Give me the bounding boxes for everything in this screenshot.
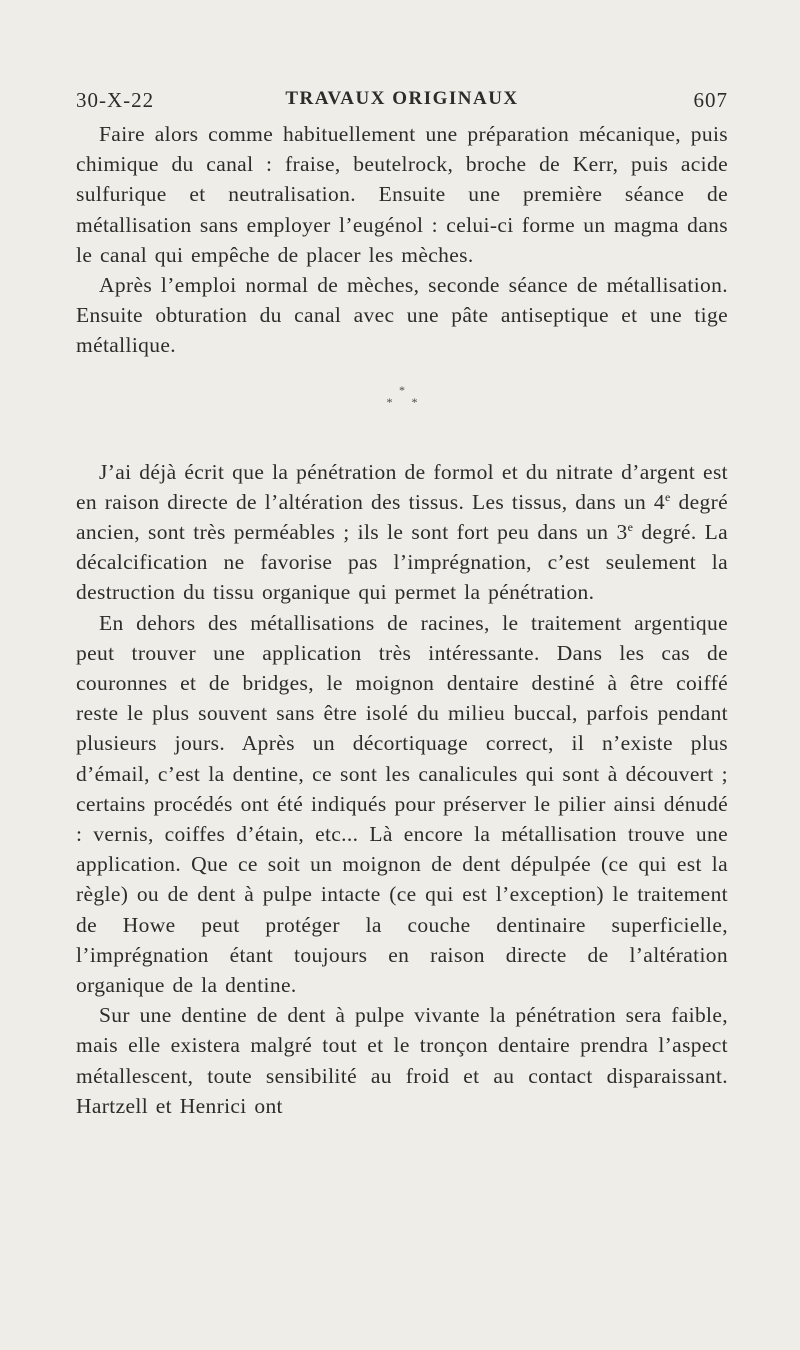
running-head bbox=[76, 88, 728, 118]
paragraph: Sur une dentine de dent à pulpe vivante la pénétration sera faible, mais elle existera malgré tout et le tronçon dentaire prendra l’aspect métallescent, toute sensibilité au froid et au contact disparaissant. Hartzell et Henrici ont bbox=[76, 1003, 728, 1118]
paragraph bbox=[76, 457, 728, 608]
text-block-2 bbox=[76, 457, 728, 1121]
asterism-bottom: * * bbox=[386, 394, 426, 409]
paragraph: Faire alors comme habituellement une préparation mécanique, puis chimique du canal : fraise, beutelrock, broche de Kerr, puis acide sulfurique et neutralisation. Ensuite une première séance de métallisation sans employer l’eugénol : celui-ci forme un magma dans le canal qui empêche de placer les mèches. bbox=[76, 122, 728, 267]
section-separator-asterism bbox=[76, 361, 728, 457]
text-run: J’ai déjà écrit que la pénétration de formol et du nitrate d’argent est en raison directe de l’altération des tissus. Les tissus, dans un 4 bbox=[76, 459, 728, 514]
text-run: degré. La décalcification ne favorise pas l’imprégnation, c’est seulement la destruction du tissu organique qui permet la pénétration. bbox=[76, 520, 728, 605]
header-date: 30-X-22 bbox=[76, 88, 155, 112]
superscript: e bbox=[627, 519, 634, 534]
text-run: degré ancien, sont très perméables ; ils le sont fort peu dans un 3 bbox=[76, 489, 728, 545]
page bbox=[76, 88, 728, 1121]
superscript: e bbox=[665, 489, 671, 504]
paragraph: Après l’emploi normal de mèches, seconde séance de métallisation. Ensuite obturation du canal avec une pâte antiseptique et une tige métallique. bbox=[76, 273, 728, 358]
text-block-1 bbox=[76, 119, 728, 361]
page-number: 607 bbox=[693, 88, 728, 112]
paragraph: En dehors des métallisations de racines, le traitement argentique peut trouver une application très intéressante. Dans les cas de couronnes et de bridges, le moignon dentaire destiné à être coiffé reste le plus souvent sans être isolé du milieu buccal, parfois pendant plusieurs jours. Après un décortiquage correct, il n’existe plus d’émail, c’est la dentine, ce sont les canalicules qui sont à découvert ; certains procédés ont été indiqués pour préserver le pilier ainsi dénudé : vernis, coiffes d’étain, etc... Là encore la métallisation trouve une application. Que ce soit un moignon de dent dépulpée (ce qui est la règle) ou de dent à pulpe intacte (ce qui est l’exception) le traitement de Howe peut protéger la couche dentinaire superficielle, l’imprégnation étant toujours en raison directe de l’altération organique de la dentine. bbox=[76, 610, 728, 998]
asterism-top: * bbox=[399, 382, 405, 397]
header-title: TRAVAUX ORIGINAUX bbox=[285, 88, 519, 109]
